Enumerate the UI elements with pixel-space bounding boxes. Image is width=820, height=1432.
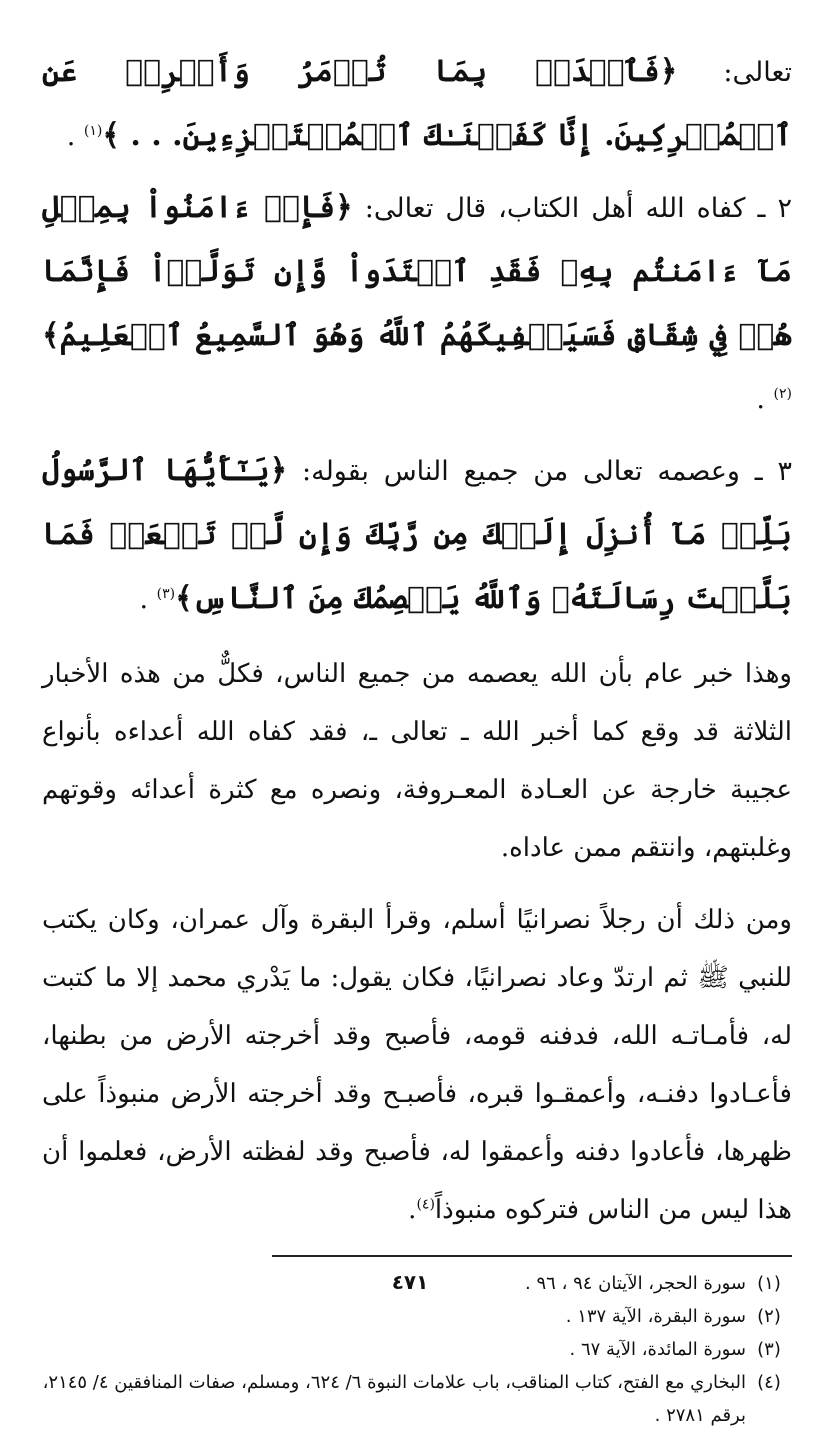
paragraph-1 [42, 40, 792, 168]
paragraph-5-end: . [408, 1195, 417, 1225]
paragraph-3-intro: ٣ ـ وعصمه تعالى من جميع الناس بقوله: [287, 456, 792, 487]
paragraph-3 [42, 439, 792, 631]
footnote-ref-3[interactable]: (٣) [156, 586, 176, 602]
paragraph-1-end: . [66, 121, 84, 152]
footnote-number: (٤) [757, 1372, 781, 1393]
footnote-number: (١) [757, 1273, 781, 1294]
paragraph-1-intro: تعالى: [677, 57, 792, 88]
page-number: ٤٧١ [391, 1270, 429, 1294]
footnote-text: سورة المائدة، الآية ٦٧ . [569, 1339, 746, 1360]
paragraph-3-end: . [139, 584, 157, 615]
footnote-text: البخاري مع الفتح، كتاب المناقب، باب علامات النبوة ٦/ ٦٢٤، ومسلم، صفات المنافقين ٤/ ٢١٤٥، برقم ٢٧٨١ . [42, 1372, 746, 1426]
paragraph-5 [42, 891, 792, 1239]
footnote-item [42, 1333, 792, 1366]
page-content [42, 40, 792, 1432]
footnote-item [42, 1366, 792, 1432]
quran-verse-2: ﴿فَإِنۡ ءَامَنُواْ بِمِثۡلِ مَآ ءَامَنتُم بِهِۦ فَقَدِ ٱهۡتَدَواْ وَّإِن تَوَلَّوۡاْ فَإِنَّمَا هُمۡ فِي شِقَاقٖ فَسَيَكۡفِيكَهُمُ ٱللَّهُ وَهُوَ ٱلسَّمِيعُ ٱلۡعَلِيمُ﴾ [42, 190, 792, 353]
footnote-ref-1[interactable]: (١) [83, 123, 103, 139]
quran-verse-1: ﴿فَٱصۡدَعۡ بِمَا تُؤۡمَرُ وَأَعۡرِضۡ عَنِ ٱلۡمُشۡرِكِينَ. إِنَّا كَفَيۡنَـٰكَ ٱلۡمُسۡتَهۡزِءِينَ. . . ﴾ [42, 54, 792, 153]
paragraph-2 [42, 176, 792, 431]
paragraph-4-text: وهذا خبر عام بأن الله يعصمه من جميع الناس، فكلٌّ من هذه الأخبار الثلاثة قد وقع كما أخبر الله ـ تعالى ـ، فقد كفاه الله أعداءه بأنواع عجيبة خارجة عن العـادة المعـروفة، ونصره مع كثرة أعدائه وقوتهم وغلبتهم، وانتقم ممن عاداه. [42, 659, 792, 863]
footnote-number: (٣) [757, 1339, 781, 1360]
footnote-number: (٢) [757, 1306, 781, 1327]
paragraph-5-text: ومن ذلك أن رجلاً نصرانيًا أسلم، وقرأ البقرة وآل عمران، وكان يكتب للنبي ﷺ ثم ارتدّ وعاد نصرانيًا، فكان يقول: ما يَدْري محمد إلا ما كتبت له، فأمـاتـه الله، فدفنه قومه، فأصبح وقد أخرجته الأرض من بطنها، فأعـادوا دفنـه، وأعمقـوا قبره، فأصبـح وقد أخرجته الأرض منبوذاً على ظهرها، فأعادوا دفنه وأعمقوا له، فأصبح وقد لفظته الأرض، فعلموا أن هذا ليس من الناس فتركوه منبوذاً [42, 905, 793, 1225]
paragraph-4 [42, 645, 792, 877]
footnote-ref-4[interactable]: (٤) [416, 1196, 435, 1213]
paragraph-2-end: . [756, 384, 774, 415]
footnote-text: سورة الحجر، الآيتان ٩٤ ، ٩٦ . [525, 1273, 746, 1294]
footnote-item [42, 1300, 792, 1333]
quran-verse-3: ﴿يَـٰٓأَيُّهَا ٱلرَّسُولُ بَلِّغۡ مَآ أُنزِلَ إِلَيۡكَ مِن رَّبِّكَ وَإِن لَّمۡ تَفۡعَلۡ فَمَا بَلَّغۡتَ رِسَالَتَهُۥ وَٱللَّهُ يَعۡصِمُكَ مِنَ ٱلنَّاسِ﴾ [42, 453, 792, 616]
footnote-divider [272, 1255, 792, 1257]
footnote-ref-2[interactable]: (٢) [773, 386, 792, 402]
paragraph-2-intro: ٢ ـ كفاه الله أهل الكتاب، قال تعالى: [352, 193, 792, 224]
footnote-text: سورة البقرة، الآية ١٣٧ . [565, 1306, 746, 1327]
